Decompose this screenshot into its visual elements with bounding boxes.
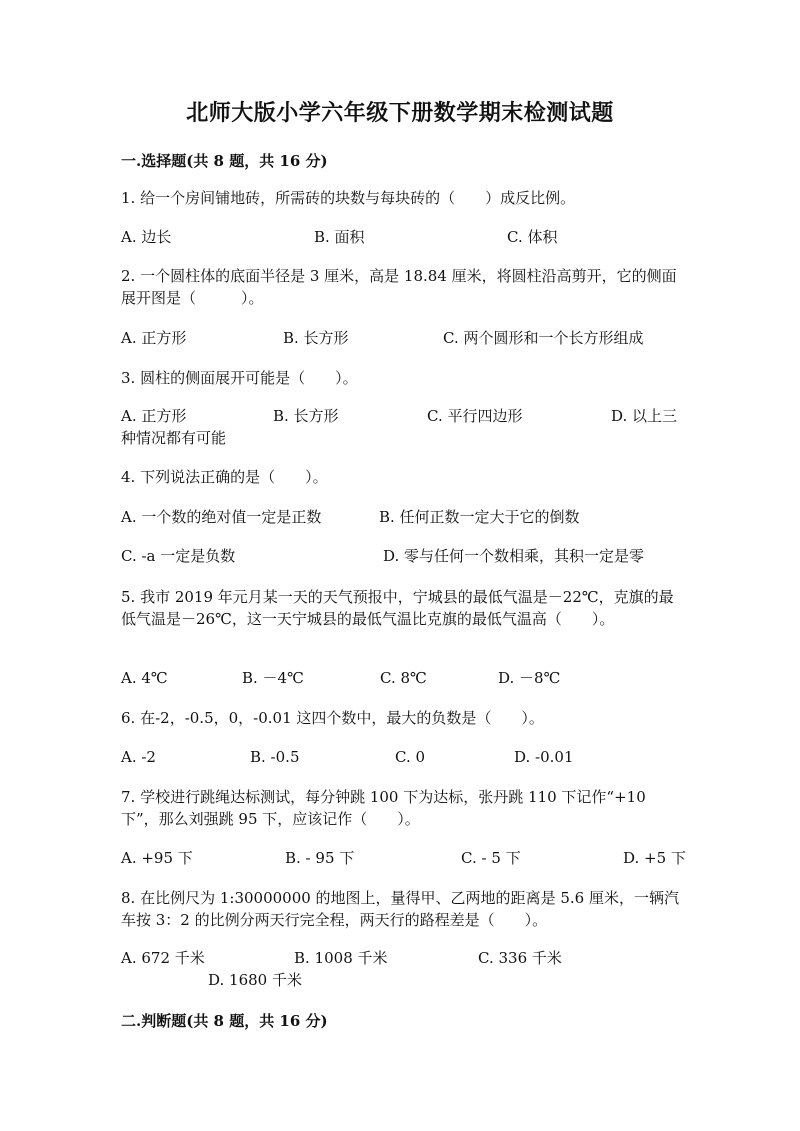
question-7: 7. 学校进行跳绳达标测试，每分钟跳 100 下为达标，张丹跳 110 下记作“+10 下”，那么刘强跳 95 下，应该记作（ ）。 (121, 788, 646, 828)
question-2: 2. 一个圆柱体的底面半径是 3 厘米，高是 18.84 厘米，将圆柱沿高剪开，它的侧面展开图是（ ）。 (121, 267, 677, 307)
question-4: 4. 下列说法正确的是（ ）。 (121, 468, 328, 486)
option-7b: B. - 95 下 (285, 849, 355, 867)
option-7d: D. +5 下 (623, 849, 686, 867)
question-6: 6. 在-2，-0.5，0，-0.01 这四个数中，最大的负数是（ ）。 (121, 709, 544, 727)
page-title: 北师大版小学六年级下册数学期末检测试题 (186, 100, 614, 126)
option-1b: B. 面积 (314, 228, 365, 246)
option-7a: A. +95 下 (121, 849, 193, 867)
section-heading-choice: 一.选择题(共 8 题，共 16 分) (121, 152, 328, 170)
option-8d: D. 1680 千米 (208, 971, 302, 989)
option-1a: A. 边长 (121, 228, 172, 246)
option-8c: C. 336 千米 (478, 949, 562, 967)
option-2a: A. 正方形 (121, 329, 187, 347)
option-4a: A. 一个数的绝对值一定是正数 (121, 508, 322, 526)
option-4d: D. 零与任何一个数相乘，其积一定是零 (383, 547, 645, 565)
option-3c: C. 平行四边形 (427, 407, 523, 425)
option-8b: B. 1008 千米 (294, 949, 388, 967)
question-3: 3. 圆柱的侧面展开可能是（ ）。 (121, 369, 358, 387)
question-1: 1. 给一个房间铺地砖，所需砖的块数与每块砖的（ ）成反比例。 (121, 189, 576, 207)
option-6b: B. -0.5 (250, 748, 300, 766)
option-6d: D. -0.01 (514, 748, 574, 766)
option-5a: A. 4℃ (121, 669, 168, 687)
option-6c: C. 0 (395, 748, 426, 766)
option-1c: C. 体积 (507, 228, 558, 246)
option-3d-continued: 种情况都有可能 (121, 429, 227, 447)
section-heading-judgement: 二.判断题(共 8 题，共 16 分) (121, 1012, 328, 1030)
option-5c: C. 8℃ (380, 669, 427, 687)
option-5b: B. －4℃ (242, 669, 304, 687)
option-5d: D. －8℃ (498, 669, 561, 687)
option-3d: D. 以上三 (611, 407, 678, 425)
option-2c: C. 两个圆形和一个长方形组成 (443, 329, 644, 347)
question-5: 5. 我市 2019 年元月某一天的天气预报中，宁城县的最低气温是－22℃，克旗的最低气温是－26℃，这一天宁城县的最低气温比克旗的最低气温高（ ）。 (121, 588, 674, 628)
option-3b: B. 长方形 (273, 407, 339, 425)
option-3a: A. 正方形 (121, 407, 187, 425)
option-4c: C. -a 一定是负数 (121, 547, 236, 565)
option-4b: B. 任何正数一定大于它的倒数 (379, 508, 580, 526)
option-2b: B. 长方形 (283, 329, 349, 347)
question-8: 8. 在比例尺为 1:30000000 的地图上，量得甲、乙两地的距离是 5.6 厘米，一辆汽车按 3：2 的比例分两天行完全程，两天行的路程差是（ ）。 (121, 889, 679, 929)
option-8a: A. 672 千米 (121, 949, 205, 967)
option-6a: A. -2 (121, 748, 156, 766)
option-7c: C. - 5 下 (461, 849, 521, 867)
